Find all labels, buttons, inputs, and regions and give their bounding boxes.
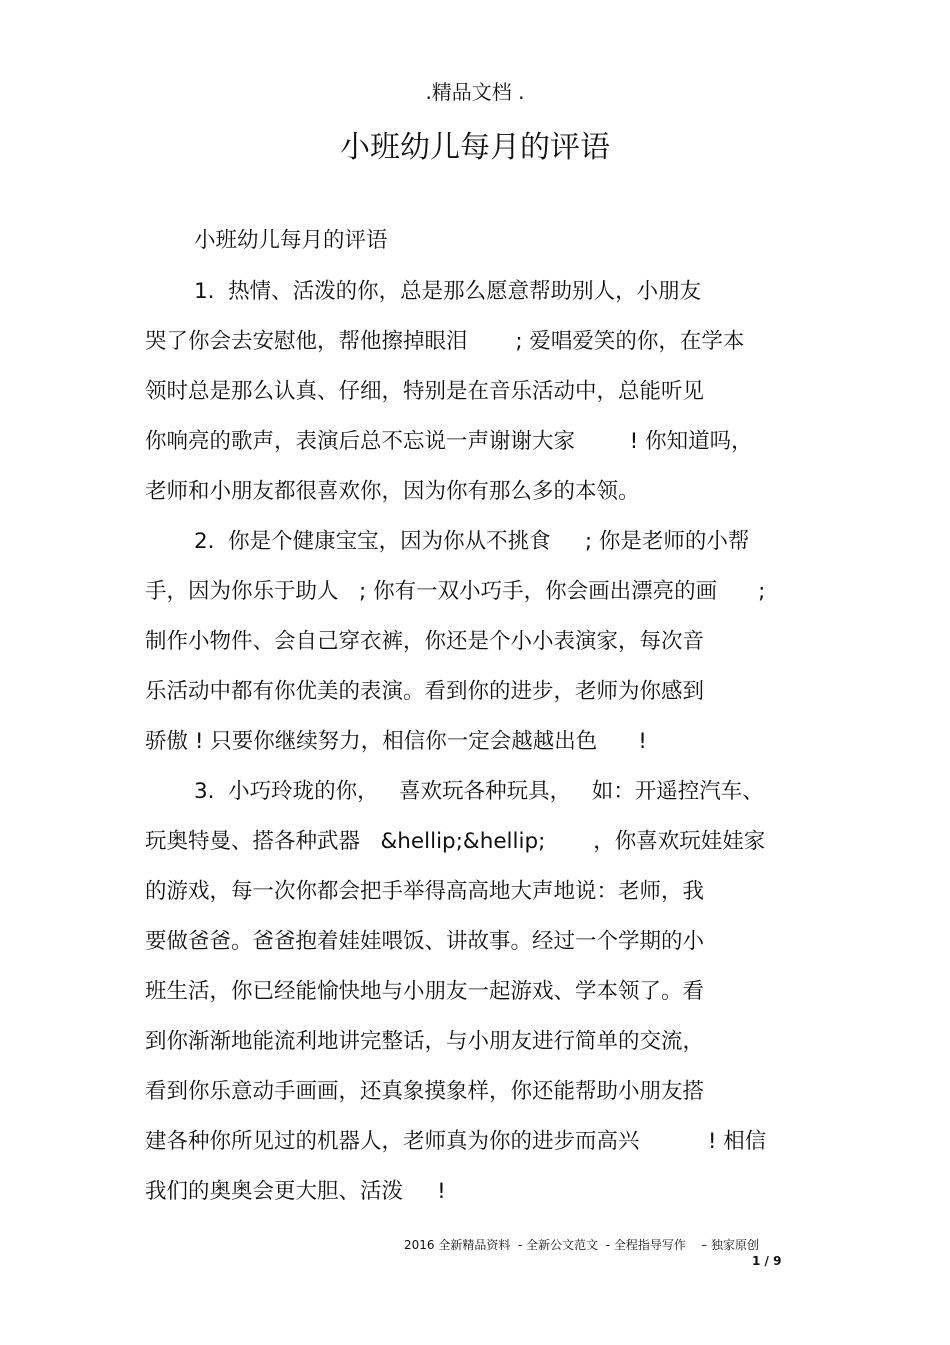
text-line: 手，因为你乐于助人 ; 你有一双小巧手，你会画出漂亮的画 ; [145,579,766,604]
text-line: 领时总是那么认真、仔细，特别是在音乐活动中，总能听见 [145,379,705,404]
text-line: 老师和小朋友都很喜欢你，因为你有那么多的本领。 [145,479,640,504]
text-line: 我们的奥奥会更大胆、活泼 ! [145,1179,446,1204]
text-line: 你响亮的歌声，表演后总不忘说一声谢谢大家 ! 你知道吗， [145,429,753,454]
text-line: 2. 你是个健康宝宝，因为你从不挑食 ; 你是老师的小帮 [194,529,750,554]
text-line: 班生活，你已经能愉快地与小朋友一起游戏、学本领了。看 [145,979,705,1004]
text-line: 的游戏，每一次你都会把手举得高高地大声地说：老师，我 [145,879,705,904]
text-line: 制作小物件、会自己穿衣裤，你还是个小小表演家，每次音 [145,629,705,654]
text-line: 要做爸爸。爸爸抱着娃娃喂饭、讲故事。经过一个学期的小 [145,929,705,954]
text-line: 1. 热情、活泼的你，总是那么愿意帮助别人，小朋友 [194,279,702,304]
document-title: 小班幼儿每月的评语 [340,130,610,165]
text-line: 玩奥特曼、搭各种武器 &hellip;&hellip; ，你喜欢玩娃娃家 [145,829,766,854]
text-line: 乐活动中都有你优美的表演。看到你的进步，老师为你感到 [145,679,705,704]
page-footer: 2016 全新精品资料 - 全新公文范文 - 全程指导写作 – 独家原创 [404,1238,759,1252]
text-line: 3. 小巧玲珑的你， 喜欢玩各种玩具， 如：开遥控汽车、 [194,779,764,804]
text-line: 建各种你所见过的机器人，老师真为你的进步而高兴 ! 相信 [145,1129,767,1154]
section-subtitle: 小班幼儿每月的评语 [194,228,388,253]
text-line: 看到你乐意动手画画，还真象摸象样，你还能帮助小朋友搭 [145,1079,705,1104]
text-line: 哭了你会去安慰他，帮他擦掉眼泪 ; 爱唱爱笑的你，在学本 [145,329,745,354]
page-header: .精品文档 . [425,80,525,104]
page-number: 1 / 9 [752,1254,782,1268]
text-line: 骄傲 ! 只要你继续努力，相信你一定会越越出色 ! [145,729,647,754]
text-line: 到你渐渐地能流利地讲完整话，与小朋友进行简单的交流， [145,1029,705,1054]
